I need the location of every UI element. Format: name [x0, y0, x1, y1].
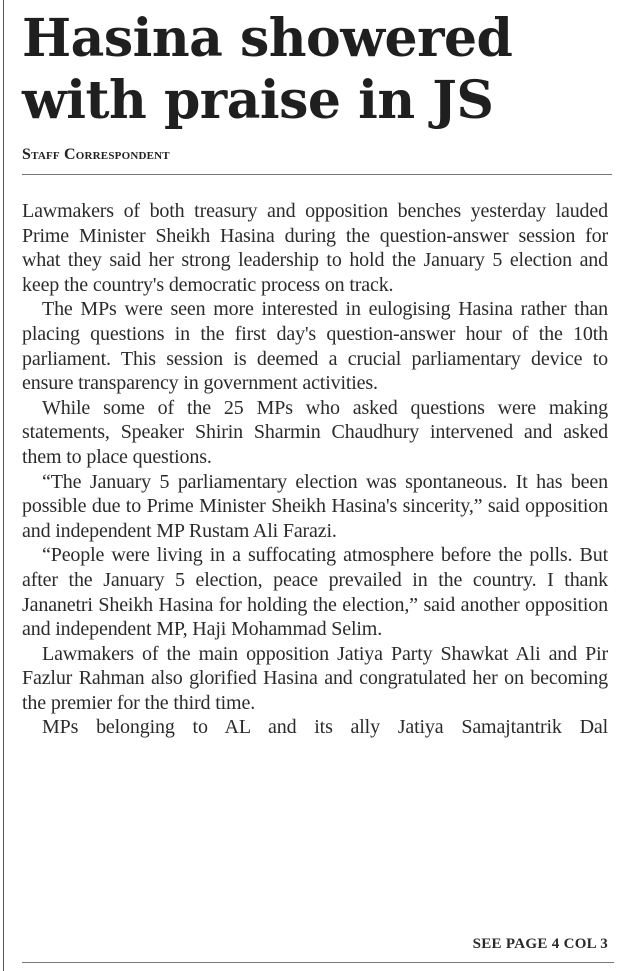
news-article	[22, 8, 614, 952]
paragraph-5: “People were living in a suffocating atmosphere before the polls. But after the January 5 election, peace prevailed in the country. I thank Jananetri Sheikh Hasina for holding the election,” said another opposition and independent MP, Haji Mohammad Selim.	[22, 544, 608, 641]
byline: Staff Correspondent	[22, 146, 170, 163]
column-divider-line	[3, 0, 4, 971]
bottom-divider	[22, 962, 614, 963]
headline-line-1: Hasina showered	[22, 8, 513, 69]
article-body	[22, 199, 608, 740]
headline-line-2: with praise in JS	[22, 70, 494, 131]
paragraph-2: The MPs were seen more interested in eulogising Hasina rather than placing questions in the first day's question-answer hour of the 10th parliament. This session is deemed a crucial parliamentary device to ensure transparency in government activities.	[22, 298, 608, 395]
paragraph-3: While some of the 25 MPs who asked questions were making statements, Speaker Shirin Sharmin Chaudhury intervened and asked them to place questions.	[22, 396, 608, 468]
continuation-jump: SEE PAGE 4 COL 3	[472, 936, 608, 952]
paragraph-7: MPs belonging to AL and its ally Jatiya Samajtantrik Dal	[42, 716, 608, 739]
headline	[22, 8, 614, 132]
paragraph-6: Lawmakers of the main opposition Jatiya Party Shawkat Ali and Pir Fazlur Rahman also glorified Hasina and congratulated her on becoming the premier for the third time.	[22, 642, 608, 714]
byline-divider	[22, 174, 612, 175]
paragraph-1: Lawmakers of both treasury and opposition benches yesterday lauded Prime Minister Sheikh Hasina during the question-answer session for what they said her strong leadership to hold the January 5 election and keep the country's democratic process on track.	[22, 200, 608, 296]
paragraph-4: “The January 5 parliamentary election was spontaneous. It has been possible due to Prime Minister Sheikh Hasina's sincerity,” said opposition and independent MP Rustam Ali Farazi.	[22, 470, 608, 542]
